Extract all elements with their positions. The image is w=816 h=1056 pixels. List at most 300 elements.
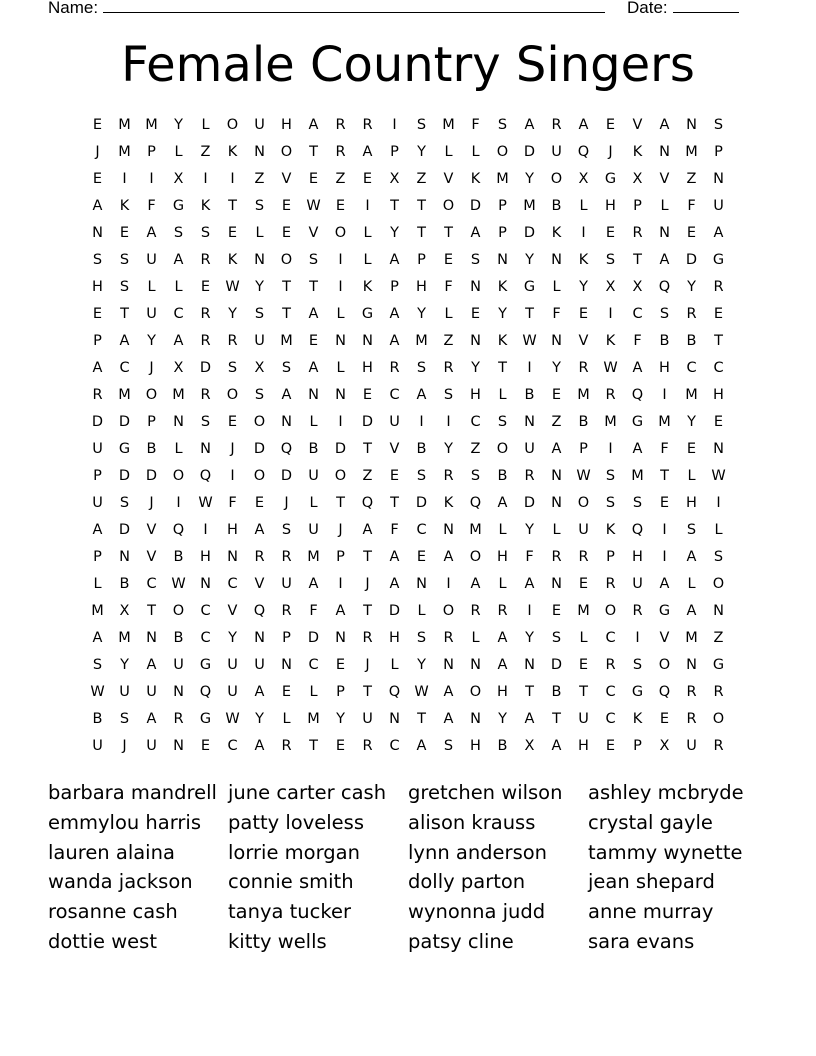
grid-letter[interactable]: R	[281, 548, 292, 565]
grid-letter[interactable]: H	[416, 278, 427, 295]
grid-letter[interactable]: M	[685, 386, 698, 403]
grid-letter[interactable]: T	[282, 278, 291, 295]
grid-letter[interactable]: N	[200, 575, 211, 592]
grid-letter[interactable]: J	[365, 575, 370, 592]
grid-letter[interactable]: O	[253, 467, 266, 484]
grid-letter[interactable]: L	[147, 278, 156, 295]
grid-letter[interactable]: E	[119, 224, 130, 241]
grid-letter[interactable]: G	[199, 656, 212, 673]
grid-letter[interactable]: I	[635, 629, 640, 646]
grid-letter[interactable]: F	[309, 602, 318, 619]
grid-letter[interactable]: R	[254, 548, 265, 565]
date-blank-line[interactable]	[673, 0, 739, 13]
grid-letter[interactable]: P	[390, 143, 399, 160]
grid-letter[interactable]: Y	[498, 305, 507, 322]
grid-letter[interactable]: P	[390, 278, 399, 295]
grid-letter[interactable]: Q	[577, 143, 590, 160]
grid-letter[interactable]: F	[660, 440, 669, 457]
grid-letter[interactable]: Y	[228, 629, 237, 646]
grid-letter[interactable]: R	[173, 710, 184, 727]
grid-letter[interactable]: S	[281, 359, 292, 376]
grid-letter[interactable]: A	[686, 548, 697, 565]
grid-letter[interactable]: O	[226, 116, 239, 133]
grid-letter[interactable]: N	[443, 656, 454, 673]
grid-letter[interactable]: L	[93, 575, 102, 592]
grid-letter[interactable]: P	[93, 467, 102, 484]
grid-letter[interactable]: T	[633, 251, 642, 268]
grid-letter[interactable]: A	[551, 737, 562, 754]
grid-letter[interactable]: I	[419, 413, 424, 430]
grid-letter[interactable]: C	[605, 629, 616, 646]
grid-letter[interactable]: A	[254, 683, 265, 700]
grid-letter[interactable]: D	[307, 629, 320, 646]
grid-letter[interactable]: R	[686, 305, 697, 322]
grid-letter[interactable]: O	[280, 251, 293, 268]
grid-letter[interactable]: S	[416, 359, 427, 376]
grid-letter[interactable]: O	[712, 710, 725, 727]
grid-letter[interactable]: S	[200, 224, 211, 241]
grid-letter[interactable]: T	[282, 305, 291, 322]
grid-letter[interactable]: M	[496, 170, 509, 187]
grid-letter[interactable]: N	[335, 629, 346, 646]
grid-letter[interactable]: V	[308, 224, 319, 241]
grid-letter[interactable]: I	[581, 224, 586, 241]
grid-letter[interactable]: G	[712, 656, 725, 673]
grid-letter[interactable]: Y	[525, 251, 534, 268]
grid-letter[interactable]: A	[335, 602, 346, 619]
grid-letter[interactable]: Q	[253, 602, 266, 619]
grid-letter[interactable]: J	[284, 494, 289, 511]
grid-letter[interactable]: A	[416, 737, 427, 754]
grid-letter[interactable]: F	[687, 197, 696, 214]
grid-letter[interactable]: I	[662, 386, 667, 403]
grid-letter[interactable]: Q	[388, 683, 401, 700]
grid-letter[interactable]: E	[416, 548, 427, 565]
grid-letter[interactable]: Y	[120, 656, 129, 673]
grid-letter[interactable]: Y	[417, 143, 426, 160]
grid-letter[interactable]: H	[281, 116, 292, 133]
grid-letter[interactable]: D	[523, 494, 536, 511]
grid-letter[interactable]: K	[119, 197, 130, 214]
grid-letter[interactable]: E	[713, 305, 724, 322]
grid-letter[interactable]: Y	[417, 656, 426, 673]
grid-letter[interactable]: E	[335, 737, 346, 754]
grid-letter[interactable]: Z	[200, 143, 211, 160]
grid-letter[interactable]: K	[497, 278, 508, 295]
grid-letter[interactable]: N	[470, 656, 481, 673]
grid-letter[interactable]: X	[173, 359, 184, 376]
grid-letter[interactable]: A	[92, 197, 103, 214]
grid-letter[interactable]: S	[254, 386, 265, 403]
grid-letter[interactable]: R	[92, 386, 103, 403]
grid-letter[interactable]: E	[362, 386, 373, 403]
grid-letter[interactable]: M	[658, 413, 671, 430]
grid-letter[interactable]: R	[632, 224, 643, 241]
grid-letter[interactable]: U	[308, 521, 319, 538]
grid-letter[interactable]: Z	[686, 170, 697, 187]
grid-letter[interactable]: C	[200, 629, 211, 646]
grid-letter[interactable]: I	[365, 197, 370, 214]
grid-letter[interactable]: M	[604, 413, 617, 430]
grid-letter[interactable]: C	[416, 521, 427, 538]
grid-letter[interactable]: I	[230, 170, 235, 187]
grid-letter[interactable]: C	[632, 305, 643, 322]
grid-letter[interactable]: E	[551, 386, 562, 403]
grid-letter[interactable]: H	[659, 359, 670, 376]
grid-letter[interactable]: Z	[362, 467, 373, 484]
grid-letter[interactable]: A	[92, 521, 103, 538]
grid-letter[interactable]: S	[659, 305, 670, 322]
grid-letter[interactable]: W	[171, 575, 186, 592]
grid-letter[interactable]: Y	[525, 521, 534, 538]
grid-letter[interactable]: X	[119, 602, 130, 619]
grid-letter[interactable]: A	[308, 359, 319, 376]
grid-letter[interactable]: L	[174, 278, 183, 295]
grid-letter[interactable]: A	[497, 629, 508, 646]
grid-letter[interactable]: I	[662, 548, 667, 565]
grid-letter[interactable]: O	[334, 224, 347, 241]
grid-letter[interactable]: O	[469, 548, 482, 565]
grid-letter[interactable]: S	[119, 278, 130, 295]
grid-letter[interactable]: E	[281, 224, 292, 241]
grid-letter[interactable]: O	[253, 413, 266, 430]
grid-letter[interactable]: L	[498, 521, 507, 538]
grid-letter[interactable]: T	[660, 467, 669, 484]
grid-letter[interactable]: L	[174, 143, 183, 160]
grid-letter[interactable]: B	[308, 440, 319, 457]
grid-letter[interactable]: U	[578, 710, 589, 727]
grid-letter[interactable]: J	[122, 737, 127, 754]
grid-letter[interactable]: S	[92, 656, 103, 673]
grid-letter[interactable]: A	[659, 251, 670, 268]
grid-letter[interactable]: R	[713, 278, 724, 295]
grid-letter[interactable]: J	[230, 440, 235, 457]
grid-letter[interactable]: H	[362, 359, 373, 376]
grid-letter[interactable]: M	[118, 116, 131, 133]
grid-letter[interactable]: R	[362, 116, 373, 133]
grid-letter[interactable]: T	[309, 143, 318, 160]
grid-letter[interactable]: V	[146, 548, 157, 565]
grid-letter[interactable]: M	[307, 710, 320, 727]
grid-letter[interactable]: B	[686, 332, 697, 349]
grid-letter[interactable]: S	[632, 656, 643, 673]
grid-letter[interactable]: N	[659, 224, 670, 241]
grid-letter[interactable]: R	[443, 467, 454, 484]
grid-letter[interactable]: I	[149, 170, 154, 187]
grid-letter[interactable]: V	[578, 332, 589, 349]
grid-letter[interactable]: O	[496, 440, 509, 457]
grid-letter[interactable]: W	[522, 332, 537, 349]
grid-letter[interactable]: R	[632, 602, 643, 619]
grid-letter[interactable]: V	[227, 602, 238, 619]
grid-letter[interactable]: B	[551, 683, 562, 700]
grid-letter[interactable]: Z	[254, 170, 265, 187]
grid-letter[interactable]: S	[443, 386, 454, 403]
grid-letter[interactable]: S	[713, 116, 724, 133]
grid-letter[interactable]: N	[551, 251, 562, 268]
grid-letter[interactable]: R	[200, 305, 211, 322]
grid-letter[interactable]: E	[713, 413, 724, 430]
grid-letter[interactable]: Q	[658, 278, 671, 295]
grid-letter[interactable]: A	[308, 305, 319, 322]
grid-letter[interactable]: N	[173, 683, 184, 700]
grid-letter[interactable]: Y	[255, 710, 264, 727]
grid-letter[interactable]: E	[281, 197, 292, 214]
grid-letter[interactable]: T	[417, 224, 426, 241]
grid-letter[interactable]: T	[309, 278, 318, 295]
grid-letter[interactable]: R	[227, 332, 238, 349]
grid-letter[interactable]: K	[200, 197, 211, 214]
grid-letter[interactable]: Z	[443, 332, 454, 349]
grid-letter[interactable]: G	[523, 278, 536, 295]
grid-letter[interactable]: A	[119, 332, 130, 349]
grid-letter[interactable]: M	[280, 332, 293, 349]
grid-letter[interactable]: U	[281, 575, 292, 592]
grid-letter[interactable]: L	[336, 305, 345, 322]
grid-letter[interactable]: W	[90, 683, 105, 700]
grid-letter[interactable]: F	[228, 494, 237, 511]
grid-letter[interactable]: D	[469, 197, 482, 214]
grid-letter[interactable]: E	[335, 197, 346, 214]
grid-letter[interactable]: A	[254, 737, 265, 754]
grid-letter[interactable]: M	[442, 116, 455, 133]
grid-letter[interactable]: C	[470, 413, 481, 430]
grid-letter[interactable]: U	[578, 521, 589, 538]
grid-letter[interactable]: S	[605, 251, 616, 268]
grid-letter[interactable]: N	[470, 710, 481, 727]
grid-letter[interactable]: N	[551, 467, 562, 484]
grid-letter[interactable]: N	[119, 548, 130, 565]
grid-letter[interactable]: P	[714, 143, 723, 160]
grid-letter[interactable]: J	[95, 143, 100, 160]
grid-letter[interactable]: C	[605, 710, 616, 727]
grid-letter[interactable]: M	[118, 386, 131, 403]
grid-letter[interactable]: U	[362, 710, 373, 727]
grid-letter[interactable]: E	[605, 737, 616, 754]
grid-letter[interactable]: Z	[551, 413, 562, 430]
grid-letter[interactable]: E	[335, 656, 346, 673]
grid-letter[interactable]: N	[254, 629, 265, 646]
grid-letter[interactable]: Y	[228, 305, 237, 322]
grid-letter[interactable]: D	[334, 440, 347, 457]
grid-letter[interactable]: I	[230, 467, 235, 484]
grid-letter[interactable]: J	[608, 143, 613, 160]
grid-letter[interactable]: X	[173, 170, 184, 187]
grid-letter[interactable]: E	[686, 224, 697, 241]
grid-letter[interactable]: A	[524, 116, 535, 133]
grid-letter[interactable]: D	[199, 359, 212, 376]
grid-letter[interactable]: N	[524, 656, 535, 673]
grid-letter[interactable]: N	[200, 440, 211, 457]
grid-letter[interactable]: L	[282, 710, 291, 727]
grid-letter[interactable]: A	[659, 575, 670, 592]
grid-letter[interactable]: B	[551, 197, 562, 214]
grid-letter[interactable]: U	[254, 116, 265, 133]
grid-letter[interactable]: L	[714, 521, 723, 538]
grid-letter[interactable]: E	[200, 737, 211, 754]
grid-letter[interactable]: T	[390, 494, 399, 511]
grid-letter[interactable]: L	[417, 602, 426, 619]
grid-letter[interactable]: M	[523, 197, 536, 214]
grid-letter[interactable]: G	[712, 251, 725, 268]
grid-letter[interactable]: S	[119, 494, 130, 511]
grid-letter[interactable]: E	[578, 656, 589, 673]
grid-letter[interactable]: F	[444, 278, 453, 295]
grid-letter[interactable]: L	[363, 224, 372, 241]
grid-letter[interactable]: W	[711, 467, 726, 484]
grid-letter[interactable]: K	[605, 332, 616, 349]
grid-letter[interactable]: T	[363, 548, 372, 565]
grid-letter[interactable]: E	[92, 116, 103, 133]
grid-letter[interactable]: H	[227, 521, 238, 538]
grid-letter[interactable]: Q	[631, 521, 644, 538]
grid-letter[interactable]: R	[605, 656, 616, 673]
grid-letter[interactable]: N	[281, 656, 292, 673]
grid-letter[interactable]: B	[173, 548, 184, 565]
grid-letter[interactable]: X	[632, 278, 643, 295]
grid-letter[interactable]: N	[551, 332, 562, 349]
grid-letter[interactable]: Y	[255, 278, 264, 295]
grid-letter[interactable]: I	[446, 575, 451, 592]
grid-letter[interactable]: T	[363, 683, 372, 700]
grid-letter[interactable]: T	[309, 737, 318, 754]
grid-letter[interactable]: P	[93, 332, 102, 349]
grid-letter[interactable]: L	[687, 575, 696, 592]
grid-letter[interactable]: A	[578, 116, 589, 133]
grid-letter[interactable]: O	[145, 386, 158, 403]
grid-letter[interactable]: W	[414, 683, 429, 700]
grid-letter[interactable]: N	[173, 413, 184, 430]
grid-letter[interactable]: Q	[631, 386, 644, 403]
grid-letter[interactable]: S	[497, 413, 508, 430]
grid-letter[interactable]: A	[497, 656, 508, 673]
grid-letter[interactable]: D	[118, 467, 131, 484]
grid-letter[interactable]: S	[227, 359, 238, 376]
grid-letter[interactable]: R	[200, 251, 211, 268]
grid-letter[interactable]: H	[470, 737, 481, 754]
grid-letter[interactable]: C	[605, 683, 616, 700]
grid-letter[interactable]: N	[173, 737, 184, 754]
grid-letter[interactable]: E	[578, 305, 589, 322]
grid-letter[interactable]: L	[552, 278, 561, 295]
grid-letter[interactable]: U	[92, 494, 103, 511]
grid-letter[interactable]: A	[389, 251, 400, 268]
grid-letter[interactable]: A	[443, 683, 454, 700]
grid-letter[interactable]: A	[389, 305, 400, 322]
grid-letter[interactable]: D	[91, 413, 104, 430]
grid-letter[interactable]: V	[281, 170, 292, 187]
grid-letter[interactable]: Q	[469, 494, 482, 511]
grid-letter[interactable]: P	[498, 197, 507, 214]
grid-letter[interactable]: D	[388, 602, 401, 619]
grid-letter[interactable]: W	[198, 494, 213, 511]
grid-letter[interactable]: N	[686, 656, 697, 673]
grid-letter[interactable]: A	[362, 143, 373, 160]
grid-letter[interactable]: V	[254, 575, 265, 592]
grid-letter[interactable]: C	[227, 575, 238, 592]
grid-letter[interactable]: Z	[335, 170, 346, 187]
grid-letter[interactable]: I	[527, 359, 532, 376]
grid-letter[interactable]: P	[633, 737, 642, 754]
grid-letter[interactable]: D	[145, 467, 158, 484]
grid-letter[interactable]: K	[227, 251, 238, 268]
grid-letter[interactable]: U	[146, 737, 157, 754]
grid-letter[interactable]: I	[716, 494, 721, 511]
grid-letter[interactable]: G	[631, 413, 644, 430]
grid-letter[interactable]: G	[658, 602, 671, 619]
grid-letter[interactable]: A	[686, 602, 697, 619]
grid-letter[interactable]: S	[254, 305, 265, 322]
grid-letter[interactable]: X	[659, 737, 670, 754]
grid-letter[interactable]: L	[255, 224, 264, 241]
grid-letter[interactable]: M	[685, 143, 698, 160]
grid-letter[interactable]: D	[523, 224, 536, 241]
grid-letter[interactable]: H	[632, 548, 643, 565]
grid-letter[interactable]: A	[389, 575, 400, 592]
grid-letter[interactable]: U	[92, 440, 103, 457]
grid-letter[interactable]: G	[172, 197, 185, 214]
grid-letter[interactable]: L	[174, 440, 183, 457]
grid-letter[interactable]: T	[525, 305, 534, 322]
grid-letter[interactable]: R	[497, 602, 508, 619]
grid-letter[interactable]: E	[362, 170, 373, 187]
grid-letter[interactable]: T	[336, 494, 345, 511]
grid-letter[interactable]: V	[632, 116, 643, 133]
grid-letter[interactable]: P	[336, 683, 345, 700]
grid-letter[interactable]: X	[524, 737, 535, 754]
grid-letter[interactable]: C	[389, 737, 400, 754]
grid-letter[interactable]: L	[579, 629, 588, 646]
grid-letter[interactable]: N	[551, 494, 562, 511]
grid-letter[interactable]: O	[604, 602, 617, 619]
grid-letter[interactable]: Y	[444, 440, 453, 457]
grid-letter[interactable]: A	[443, 710, 454, 727]
grid-letter[interactable]: O	[496, 143, 509, 160]
grid-letter[interactable]: R	[362, 629, 373, 646]
grid-letter[interactable]: U	[146, 683, 157, 700]
grid-letter[interactable]: H	[200, 548, 211, 565]
grid-letter[interactable]: E	[254, 494, 265, 511]
grid-letter[interactable]: K	[497, 332, 508, 349]
grid-letter[interactable]: L	[660, 197, 669, 214]
grid-letter[interactable]: C	[227, 737, 238, 754]
grid-letter[interactable]: T	[552, 710, 561, 727]
grid-letter[interactable]: I	[338, 575, 343, 592]
name-blank-line[interactable]	[103, 0, 605, 13]
grid-letter[interactable]: M	[145, 116, 158, 133]
grid-letter[interactable]: A	[146, 656, 157, 673]
grid-letter[interactable]: Y	[552, 359, 561, 376]
grid-letter[interactable]: S	[254, 197, 265, 214]
grid-letter[interactable]: J	[149, 494, 154, 511]
grid-letter[interactable]: B	[173, 629, 184, 646]
grid-letter[interactable]: B	[119, 575, 130, 592]
grid-letter[interactable]: A	[92, 359, 103, 376]
grid-letter[interactable]: L	[201, 116, 210, 133]
grid-letter[interactable]: H	[497, 683, 508, 700]
grid-letter[interactable]: N	[713, 440, 724, 457]
grid-letter[interactable]: R	[335, 143, 346, 160]
grid-letter[interactable]: E	[578, 575, 589, 592]
grid-letter[interactable]: N	[308, 386, 319, 403]
grid-letter[interactable]: N	[335, 332, 346, 349]
grid-letter[interactable]: S	[605, 467, 616, 484]
grid-letter[interactable]: M	[631, 467, 644, 484]
grid-letter[interactable]: L	[498, 386, 507, 403]
grid-letter[interactable]: T	[390, 197, 399, 214]
grid-letter[interactable]: E	[281, 683, 292, 700]
grid-letter[interactable]: K	[632, 710, 643, 727]
